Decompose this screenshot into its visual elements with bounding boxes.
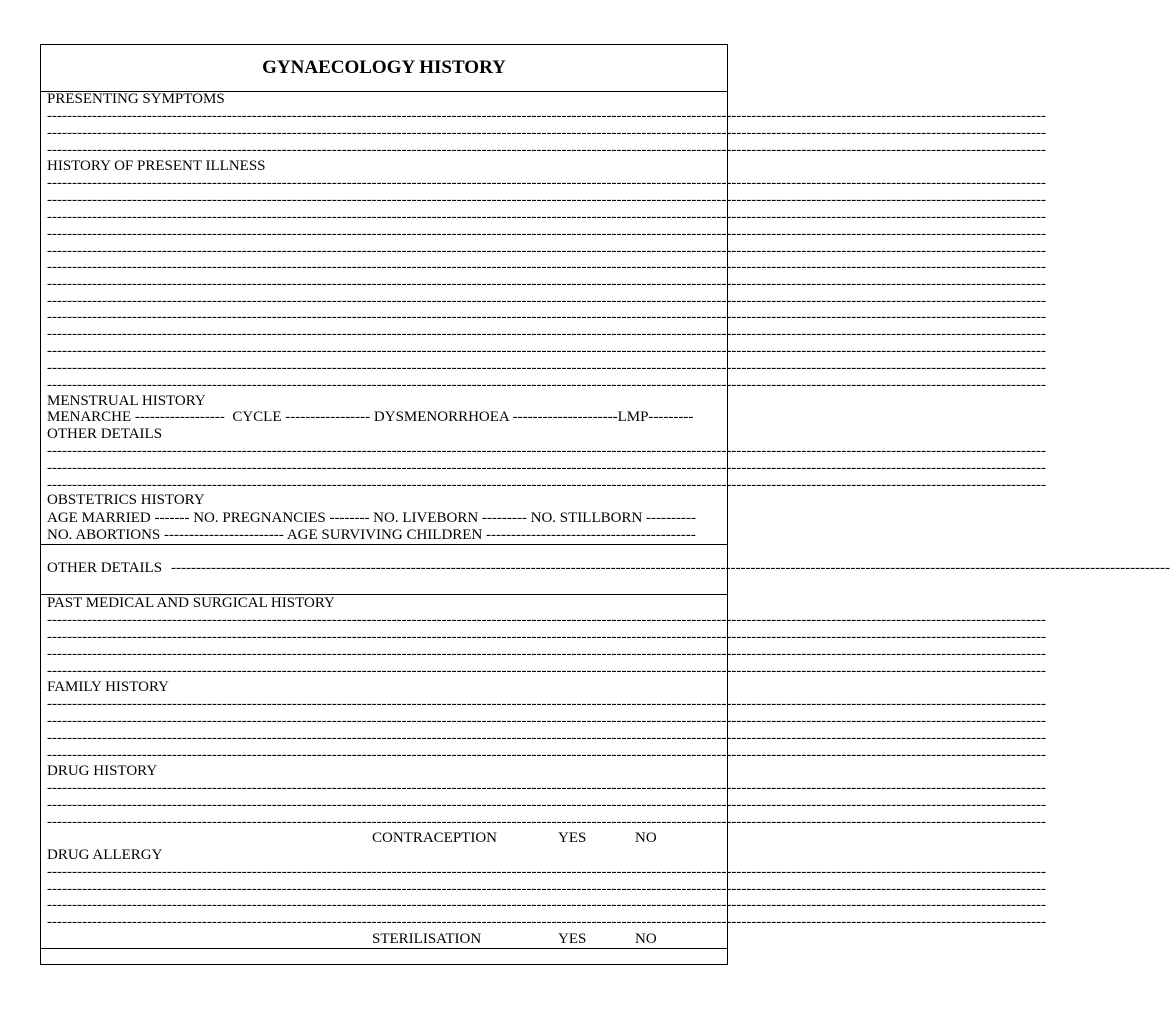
menstrual-label: MENSTRUAL HISTORY	[47, 393, 206, 409]
hpi-line-4[interactable]: --------------------------------------------------------------------------------------------------------------------------------------------------------------------------------------------------------	[47, 226, 1047, 242]
past-line-3[interactable]: --------------------------------------------------------------------------------------------------------------------------------------------------------------------------------------------------------	[47, 646, 1047, 662]
hpi-line-1[interactable]: --------------------------------------------------------------------------------------------------------------------------------------------------------------------------------------------------------	[47, 175, 1047, 191]
form-title: GYNAECOLOGY HISTORY	[262, 57, 506, 78]
contraception-label: CONTRACEPTION	[372, 830, 498, 846]
past-line-4[interactable]: --------------------------------------------------------------------------------------------------------------------------------------------------------------------------------------------------------	[47, 663, 1047, 679]
sterilisation-yes[interactable]: YES	[558, 931, 587, 947]
presenting-symptoms-label: PRESENTING SYMPTOMS	[47, 91, 225, 107]
hpi-line-6[interactable]: --------------------------------------------------------------------------------------------------------------------------------------------------------------------------------------------------------	[47, 259, 1047, 275]
hpi-line-10[interactable]: --------------------------------------------------------------------------------------------------------------------------------------------------------------------------------------------------------	[47, 326, 1047, 342]
hpi-label: HISTORY OF PRESENT ILLNESS	[47, 158, 266, 174]
allergy-line-2[interactable]: --------------------------------------------------------------------------------------------------------------------------------------------------------------------------------------------------------	[47, 881, 1047, 897]
presenting-line-1[interactable]: --------------------------------------------------------------------------------------------------------------------------------------------------------------------------------------------------------	[47, 108, 1047, 124]
presenting-line-3[interactable]: --------------------------------------------------------------------------------------------------------------------------------------------------------------------------------------------------------	[47, 142, 1047, 158]
allergy-line-4[interactable]: --------------------------------------------------------------------------------------------------------------------------------------------------------------------------------------------------------	[47, 914, 1047, 930]
hpi-line-2[interactable]: --------------------------------------------------------------------------------------------------------------------------------------------------------------------------------------------------------	[47, 192, 1047, 208]
bottom-divider	[41, 948, 727, 949]
family-line-2[interactable]: --------------------------------------------------------------------------------------------------------------------------------------------------------------------------------------------------------	[47, 713, 1047, 729]
drug-allergy-label: DRUG ALLERGY	[47, 847, 163, 863]
form-frame	[40, 44, 1170, 965]
family-history-label: FAMILY HISTORY	[47, 679, 169, 695]
other-details-line[interactable]: --------------------------------------------------------------------------------------------------------------------------------------------------------------------------------------------------------	[171, 560, 1170, 576]
contraception-no[interactable]: NO	[635, 830, 657, 846]
drug-line-3[interactable]: --------------------------------------------------------------------------------------------------------------------------------------------------------------------------------------------------------	[47, 814, 1047, 830]
hpi-line-13[interactable]: --------------------------------------------------------------------------------------------------------------------------------------------------------------------------------------------------------	[47, 377, 1047, 393]
allergy-line-3[interactable]: --------------------------------------------------------------------------------------------------------------------------------------------------------------------------------------------------------	[47, 897, 1047, 913]
hpi-line-8[interactable]: --------------------------------------------------------------------------------------------------------------------------------------------------------------------------------------------------------	[47, 293, 1047, 309]
contraception-yes[interactable]: YES	[558, 830, 587, 846]
drug-line-2[interactable]: --------------------------------------------------------------------------------------------------------------------------------------------------------------------------------------------------------	[47, 797, 1047, 813]
family-line-4[interactable]: --------------------------------------------------------------------------------------------------------------------------------------------------------------------------------------------------------	[47, 747, 1047, 763]
family-line-3[interactable]: --------------------------------------------------------------------------------------------------------------------------------------------------------------------------------------------------------	[47, 730, 1047, 746]
past-history-label: PAST MEDICAL AND SURGICAL HISTORY	[47, 595, 335, 611]
menstrual-other-details-label: OTHER DETAILS	[47, 426, 163, 442]
hpi-line-7[interactable]: --------------------------------------------------------------------------------------------------------------------------------------------------------------------------------------------------------	[47, 276, 1047, 292]
past-line-1[interactable]: --------------------------------------------------------------------------------------------------------------------------------------------------------------------------------------------------------	[47, 612, 1047, 628]
menstrual-fields[interactable]: MENARCHE ------------------ CYCLE ----------------- DYSMENORRHOEA ---------------------LMP---------	[47, 409, 694, 425]
drug-line-1[interactable]: --------------------------------------------------------------------------------------------------------------------------------------------------------------------------------------------------------	[47, 780, 1047, 796]
sterilisation-no[interactable]: NO	[635, 931, 657, 947]
presenting-line-2[interactable]: --------------------------------------------------------------------------------------------------------------------------------------------------------------------------------------------------------	[47, 125, 1047, 141]
past-line-2[interactable]: --------------------------------------------------------------------------------------------------------------------------------------------------------------------------------------------------------	[47, 629, 1047, 645]
other-details-label: OTHER DETAILS	[47, 560, 163, 576]
obstetrics-label: OBSTETRICS HISTORY	[47, 492, 205, 508]
menstrual-line-2[interactable]: --------------------------------------------------------------------------------------------------------------------------------------------------------------------------------------------------------	[47, 460, 1047, 476]
hpi-line-11[interactable]: --------------------------------------------------------------------------------------------------------------------------------------------------------------------------------------------------------	[47, 343, 1047, 359]
obstetrics-row-2[interactable]: NO. ABORTIONS ------------------------ AGE SURVIVING CHILDREN ------------------------------------------	[47, 527, 696, 543]
hpi-line-9[interactable]: --------------------------------------------------------------------------------------------------------------------------------------------------------------------------------------------------------	[47, 309, 1047, 325]
family-line-1[interactable]: --------------------------------------------------------------------------------------------------------------------------------------------------------------------------------------------------------	[47, 696, 1047, 712]
obstetrics-row-1[interactable]: AGE MARRIED ------- NO. PREGNANCIES -------- NO. LIVEBORN --------- NO. STILLBORN ----------	[47, 510, 696, 526]
drug-history-label: DRUG HISTORY	[47, 763, 158, 779]
allergy-line-1[interactable]: --------------------------------------------------------------------------------------------------------------------------------------------------------------------------------------------------------	[47, 864, 1047, 880]
hpi-line-12[interactable]: --------------------------------------------------------------------------------------------------------------------------------------------------------------------------------------------------------	[47, 360, 1047, 376]
sterilisation-label: STERILISATION	[372, 931, 482, 947]
obstetrics-divider	[41, 544, 727, 545]
hpi-line-3[interactable]: --------------------------------------------------------------------------------------------------------------------------------------------------------------------------------------------------------	[47, 209, 1047, 225]
menstrual-line-3[interactable]: --------------------------------------------------------------------------------------------------------------------------------------------------------------------------------------------------------	[47, 477, 1047, 493]
hpi-line-5[interactable]: --------------------------------------------------------------------------------------------------------------------------------------------------------------------------------------------------------	[47, 243, 1047, 259]
menstrual-line-1[interactable]: --------------------------------------------------------------------------------------------------------------------------------------------------------------------------------------------------------	[47, 443, 1047, 459]
